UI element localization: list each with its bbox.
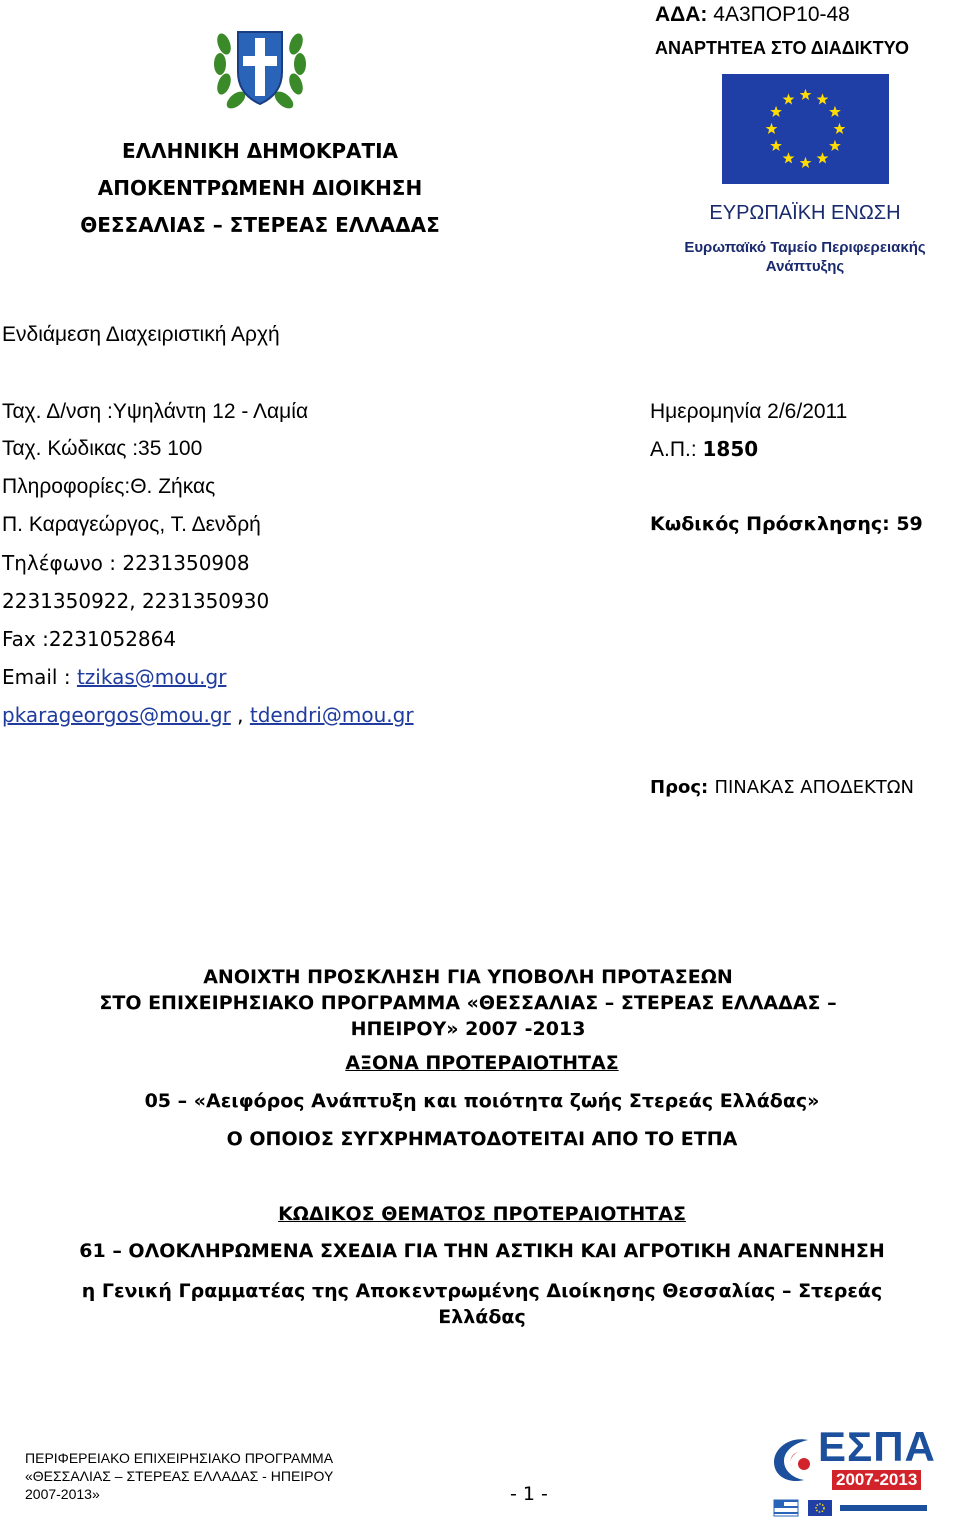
email-link-tzikas[interactable]: tzikas@mou.gr <box>76 665 227 689</box>
espa-flags-icon <box>772 1496 927 1518</box>
info-line: Πληροφορίες:Θ. Ζήκας <box>2 475 216 498</box>
call-title-line-3: ΗΠΕΙΡΟΥ» 2007 -2013 <box>350 1018 586 1040</box>
email-link-tdendri[interactable]: tdendri@mou.gr <box>249 703 414 727</box>
email-separator: , <box>230 703 250 727</box>
email-link-pkarageorgos[interactable]: pkarageorgos@mou.gr <box>2 703 231 727</box>
phone-line-1: Τηλέφωνο : 2231350908 <box>2 551 250 575</box>
secretary-general-line <box>0 1278 960 1330</box>
call-title <box>0 964 936 1042</box>
internet-post-note: ΑΝΑΡΤΗΤΕΑ ΣΤΟ ΔΙΑΔΙΚΤΥΟ <box>655 38 909 58</box>
email-line-2 <box>2 703 414 727</box>
issuer-line-1: ΕΛΛΗΝΙΚΗ ΔΗΜΟΚΡΑΤΙΑ <box>121 139 399 163</box>
issuer-line-3: ΘΕΣΣΑΛΙΑΣ – ΣΤΕΡΕΑΣ ΕΛΛΑΔΑΣ <box>80 213 440 237</box>
protocol-label: Α.Π.: <box>650 438 703 461</box>
eu-flag-icon <box>722 74 889 184</box>
fax-line: Fax :2231052864 <box>2 627 177 651</box>
email-label: Email : <box>2 665 77 689</box>
eu-fund-line-2: Ανάπτυξης <box>765 258 845 275</box>
email-line <box>2 665 226 689</box>
footer-programme <box>25 1449 333 1503</box>
espa-years: 2007-2013 <box>832 1470 921 1490</box>
ada-label: ΑΔΑ: <box>655 3 708 26</box>
espa-word: ΕΣΠΑ <box>818 1423 936 1470</box>
axis-value: 05 – «Αειφόρος Ανάπτυξη και ποιότητα ζωής Στερεάς Ελλάδας» <box>144 1090 820 1112</box>
managing-authority: Ενδιάμεση Διαχειριστική Αρχή <box>2 323 280 346</box>
phone-line-2: 2231350922, 2231350930 <box>2 589 270 613</box>
secretary-general-line-2: Ελλάδας <box>438 1306 526 1328</box>
eu-fund-name <box>660 238 950 276</box>
address-line: Ταχ. Δ/νση :Υψηλάντη 12 - Λαμία <box>2 400 309 423</box>
espa-logo <box>768 1423 936 1522</box>
ada-value: 4Α3ΠΟΡ10-48 <box>713 3 850 26</box>
footer-line-1: ΠΕΡΙΦΕΡΕΙΑΚΟ ΕΠΙΧΕΙΡΗΣΙΑΚΟ ΠΡΟΓΡΑΜΜΑ <box>25 1450 334 1466</box>
footer-line-3: 2007-2013» <box>25 1486 100 1502</box>
eu-title: ΕΥΡΩΠΑΪΚΗ ΕΝΩΣΗ <box>709 202 901 224</box>
recipient-value: ΠΙΝΑΚΑΣ ΑΠΟΔΕΚΤΩΝ <box>714 777 915 798</box>
greek-coat-of-arms-icon <box>210 14 310 114</box>
document-date: Ημερομηνία 2/6/2011 <box>650 400 848 423</box>
call-title-line-2: ΣΤΟ ΕΠΙΧΕΙΡΗΣΙΑΚΟ ΠΡΟΓΡΑΜΜΑ «ΘΕΣΣΑΛΙΑΣ – ΣΤΕΡΕΑΣ ΕΛΛΑΔΑΣ – <box>99 992 837 1014</box>
theme-heading: ΚΩΔΙΚΟΣ ΘΕΜΑΤΟΣ ΠΡΟΤΕΡΑΙΟΤΗΤΑΣ <box>278 1203 686 1225</box>
protocol-number <box>650 437 758 462</box>
protocol-value: 1850 <box>702 437 759 461</box>
page-number: - 1 - <box>510 1483 548 1505</box>
call-title-line-1: ΑΝΟΙΧΤΗ ΠΡΟΣΚΛΗΣΗ ΓΙΑ ΥΠΟΒΟΛΗ ΠΡΟΤΑΣΕΩΝ <box>203 966 733 988</box>
axis-heading: ΑΞΟΝΑ ΠΡΟΤΕΡΑΙΟΤΗΤΑΣ <box>345 1052 619 1074</box>
footer-line-2: «ΘΕΣΣΑΛΙΑΣ – ΣΤΕΡΕΑΣ ΕΛΛΑΔΑΣ - ΗΠΕΙΡΟΥ <box>25 1468 334 1484</box>
issuer-line-2: ΑΠΟΚΕΝΤΡΩΜΕΝΗ ΔΙΟΙΚΗΣΗ <box>97 176 423 200</box>
cofunding-note: Ο ΟΠΟΙΟΣ ΣΥΓΧΡΗΜΑΤΟΔΟΤΕΙΤΑΙ ΑΠΟ ΤΟ ΕΤΠΑ <box>226 1128 738 1150</box>
issuer-block <box>60 133 460 244</box>
postcode-line: Ταχ. Κώδικας :35 100 <box>2 437 203 460</box>
secretary-general-line-1: η Γενική Γραμματέας της Αποκεντρωμένης Διοίκησης Θεσσαλίας – Στερεάς <box>81 1280 883 1302</box>
recipient-label: Προς: <box>650 777 715 798</box>
theme-value: 61 – ΟΛΟΚΛΗΡΩΜΕΝΑ ΣΧΕΔΙΑ ΓΙΑ ΤΗΝ ΑΣΤΙΚΗ ΚΑΙ ΑΓΡΟΤΙΚΗ ΑΝΑΓΕΝΝΗΣΗ <box>79 1240 885 1262</box>
espa-swirl-icon <box>768 1434 814 1486</box>
ada-line <box>655 3 850 27</box>
eu-fund-line-1: Ευρωπαϊκό Ταμείο Περιφερειακής <box>684 239 926 256</box>
call-code: Κωδικός Πρόσκλησης: 59 <box>650 513 923 535</box>
names-line: Π. Καραγεώργος, Τ. Δενδρή <box>2 513 261 536</box>
recipient-line <box>650 777 914 798</box>
